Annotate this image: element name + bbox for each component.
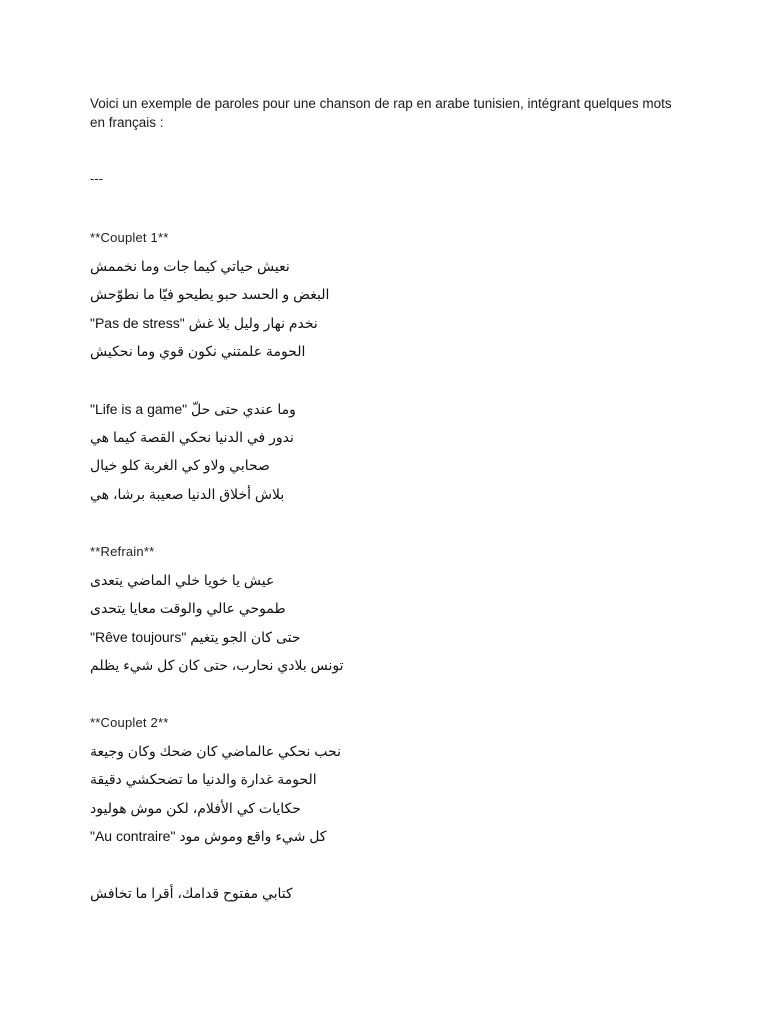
lyric-line: البغض و الحسد حبو يطيحو فيّا ما نطوّحش	[90, 286, 330, 302]
lyric-line: "Au contraire" كل شيء واقع وموش مود	[90, 828, 327, 844]
intro-paragraph: Voici un exemple de paroles pour une chanson de rap en arabe tunisien, intégrant quelques mots en français :	[90, 96, 672, 130]
lyric-line: طموحي عالي والوقت معايا يتحدى	[90, 600, 286, 616]
lyric-line: "Life is a game" وما عندي حتى حلّ	[90, 401, 296, 417]
lyric-line: كتابي مفتوح قدامك، أقرا ما تخافش	[90, 885, 293, 901]
lyric-line: "Pas de stress" نخدم نهار وليل بلا غش	[90, 315, 318, 331]
lyric-line: تونس بلادي نحارب، حتى كان كل شيء يظلم	[90, 657, 344, 673]
lyric-line: حكايات كي الأفلام، لكن موش هوليود	[90, 800, 301, 816]
lyric-line: ندور في الدنيا نحكي القصة كيما هي	[90, 429, 294, 445]
section-heading-couplet-1: **Couplet 1**	[90, 230, 169, 245]
lyric-line: عيش يا خويا خلي الماضي يتعدى	[90, 572, 275, 588]
lyric-line: بلاش أخلاق الدنيا صعيبة برشا، هي	[90, 486, 285, 502]
lyric-line: نحب نحكي عالماضي كان ضحك وكان وجيعة	[90, 743, 341, 759]
lyric-line: "Rêve toujours" حتى كان الجو يتغيم	[90, 629, 301, 645]
lyric-line: نعيش حياتي كيما جات وما نخممش	[90, 258, 290, 274]
section-heading-refrain: **Refrain**	[90, 544, 155, 559]
separator: ---	[90, 171, 103, 186]
lyric-line: الحومة غدارة والدنيا ما تضحكشي دقيقة	[90, 771, 317, 787]
lyric-line: الحومة علمتني نكون قوي وما نحكيش	[90, 343, 306, 359]
section-heading-couplet-2: **Couplet 2**	[90, 715, 169, 730]
lyric-line: صحابي ولاو كي الغربة كلو خيال	[90, 457, 270, 473]
